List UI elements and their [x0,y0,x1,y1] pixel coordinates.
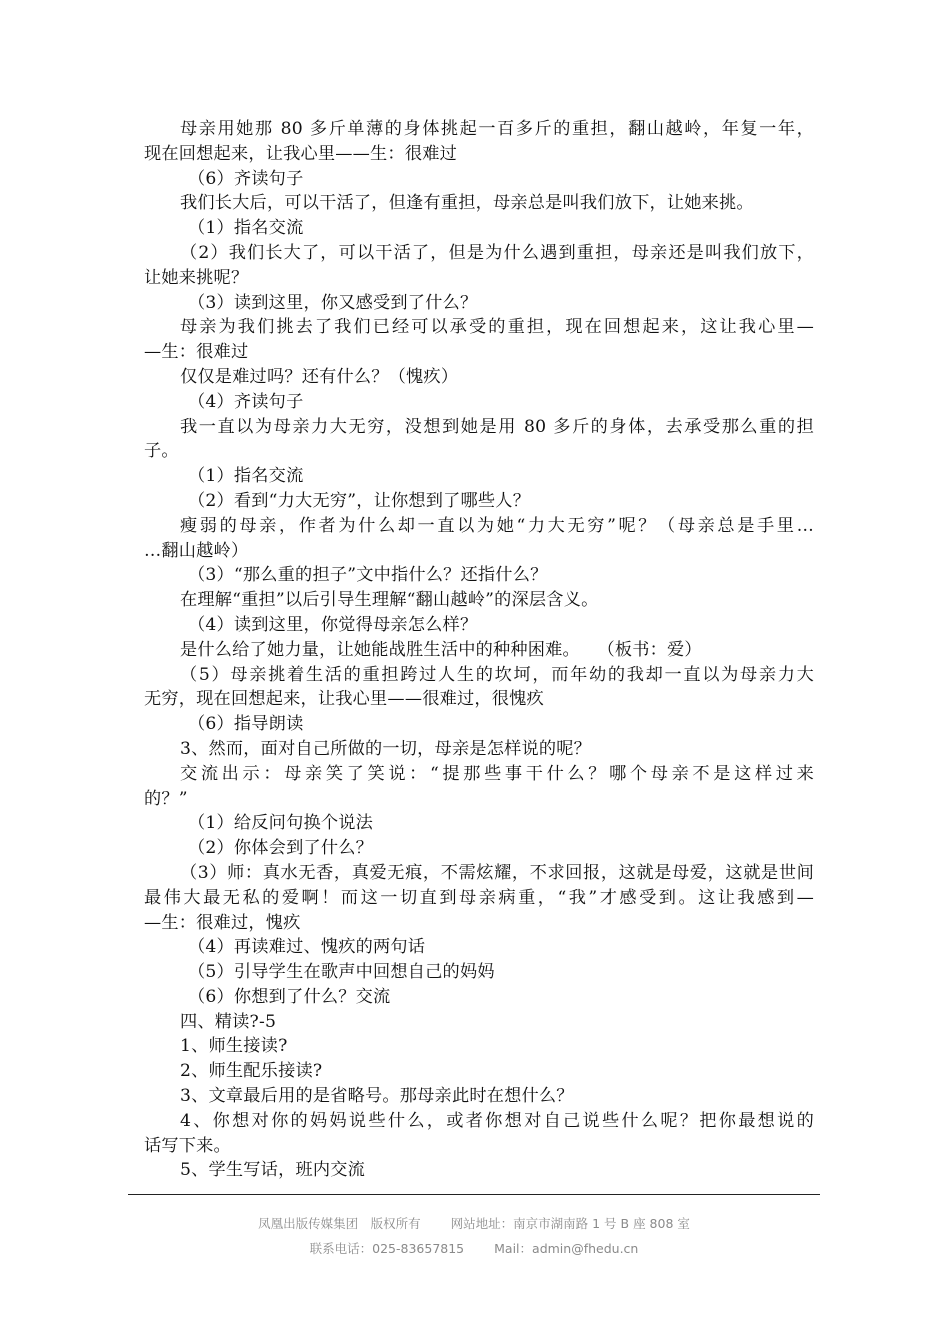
text-line: …翻山越岭） [144,540,249,561]
footer-email: Mail：admin@fhedu.cn [494,1241,639,1256]
text-line: （6）齐读句子 [188,168,304,189]
text-line: 是什么给了她力量，让她能战胜生活中的种种困难。 （板书：爱） [180,639,702,660]
text-line: （3）师：真水无香，真爱无痕，不需炫耀，不求回报，这就是母爱，这就是世间 [180,862,814,883]
text-line: 3、文章最后用的是省略号。那母亲此时在想什么？ [180,1086,574,1107]
text-line: 2、师生配乐接读? [180,1061,323,1082]
text-line: （3）“那么重的担子”文中指什么？还指什么？ [188,565,548,586]
text-line: （1）给反问句换个说法 [188,813,374,834]
text-line: 5、学生写话，班内交流 [180,1160,366,1181]
text-line: （5）母亲挑着生活的重担跨过人生的坎坷，而年幼的我却一直以为母亲力大 [180,664,814,685]
text-line: （1）指名交流 [188,466,304,487]
text-line: 无穷，现在回想起来，让我心里——很难过，很愧疚 [144,689,544,710]
text-line: 母亲用她那 80 多斤单薄的身体挑起一百多斤的重担，翻山越岭，年复一年， [180,119,814,139]
text-line: 3、然而，面对自己所做的一切，母亲是怎样说的呢？ [180,738,592,759]
footer-line-2 [128,1239,820,1257]
text-line: 最伟大最无私的爱啊！而这一切直到母亲病重，“我”才感受到。这让我感到— [144,887,814,908]
text-line: 仅仅是难过吗？还有什么？（愧疚） [180,366,459,387]
text-line: 母亲为我们挑去了我们已经可以承受的重担，现在回想起来，这让我心里— [180,317,814,338]
text-line: （1）指名交流 [188,218,304,239]
text-line: 的？” [144,788,188,809]
footer-address: 网站地址：南京市湖南路 1 号 B 座 808 室 [450,1216,690,1231]
text-line: 子。 [144,441,179,462]
footer-phone: 联系电话：025-83657815 [309,1241,465,1256]
text-line: （6）指导朗读 [188,714,304,735]
text-line: 我们长大后，可以干活了，但逢有重担，母亲总是叫我们放下，让她来挑。 [180,193,754,214]
text-line: 瘦弱的母亲，作者为什么却一直以为她“力大无穷”呢？（母亲总是手里… [180,515,814,536]
text-line: 4、你想对你的妈妈说些什么，或者你想对自己说些什么呢？把你最想说的 [180,1110,814,1131]
text-line: —生：很难过 [144,342,249,363]
footer-publisher: 凤凰出版传媒集团 版权所有 [258,1216,421,1231]
text-line: （2）你体会到了什么？ [188,838,374,859]
text-line: （4）再读难过、愧疚的两句话 [188,937,426,958]
footer-divider [128,1194,820,1195]
text-line: （5）引导学生在歌声中回想自己的妈妈 [188,962,495,983]
text-line: 交流出示：母亲笑了笑说：“提那些事干什么？哪个母亲不是这样过来 [180,763,814,784]
text-line: 话写下来。 [144,1135,231,1156]
text-line: （2）看到“力大无穷”，让你想到了哪些人？ [188,490,531,511]
text-line: 我一直以为母亲力大无穷，没想到她是用 80 多斤的身体，去承受那么重的担 [180,416,814,437]
text-line: 现在回想起来，让我心里——生：很难过 [144,143,457,164]
footer-line-1 [128,1214,820,1232]
section-heading: 四、精读?-5 [180,1011,277,1032]
text-line: （2）我们长大了，可以干活了，但是为什么遇到重担，母亲还是叫我们放下， [180,242,814,263]
text-line: 1、师生接读? [180,1036,288,1057]
text-line: （6）你想到了什么？交流 [188,986,391,1007]
body-text [144,117,814,1183]
text-line: （3）读到这里，你又感受到了什么？ [188,292,478,313]
text-line: 在理解“重担”以后引导生理解“翻山越岭”的深层含义。 [180,590,599,611]
text-line: 让她来挑呢？ [144,267,249,288]
text-line: （4）齐读句子 [188,391,304,412]
text-line: —生：很难过，愧疚 [144,912,301,933]
text-line: （4）读到这里，你觉得母亲怎么样？ [188,614,478,635]
